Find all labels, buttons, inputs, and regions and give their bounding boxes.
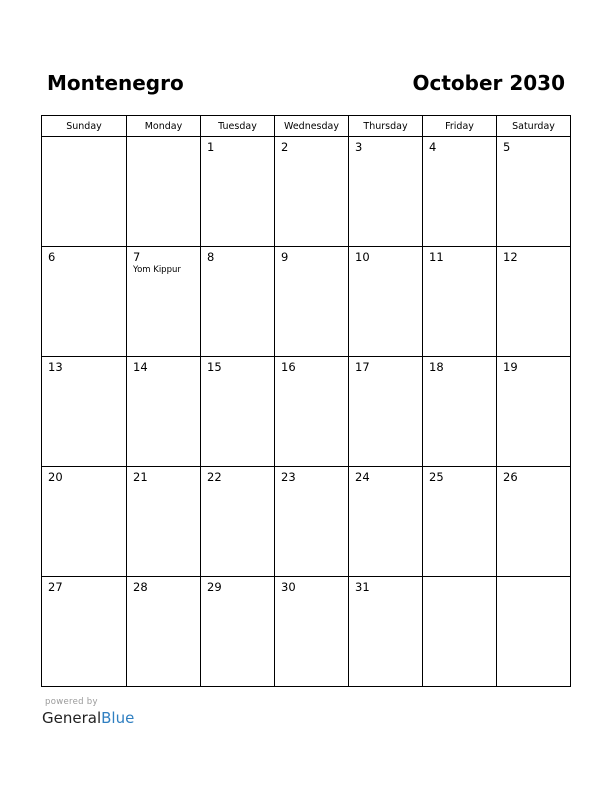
weekday-monday: Monday (127, 116, 201, 137)
day-cell (275, 247, 349, 357)
day-cell (201, 137, 275, 247)
day-cell (42, 247, 127, 357)
calendar-grid (41, 115, 571, 687)
day-number: 1 (207, 140, 215, 154)
day-number: 2 (281, 140, 289, 154)
day-cell (349, 467, 423, 577)
day-number: 4 (429, 140, 437, 154)
day-number (42, 137, 126, 140)
weekday-thursday: Thursday (349, 116, 423, 137)
day-cell (201, 577, 275, 687)
day-number: 5 (503, 140, 511, 154)
day-number: 20 (48, 470, 63, 484)
month-year-title: October 2030 (412, 71, 565, 95)
day-cell (275, 357, 349, 467)
day-cell (127, 247, 201, 357)
day-cell (201, 247, 275, 357)
day-number: 27 (48, 580, 63, 594)
day-cell (42, 577, 127, 687)
day-number: 13 (48, 360, 63, 374)
day-cell (275, 467, 349, 577)
day-number: 15 (207, 360, 222, 374)
day-number: 16 (281, 360, 296, 374)
day-cell (349, 357, 423, 467)
brand-general-text: General (42, 709, 102, 727)
day-number: 7 (133, 250, 141, 264)
day-number: 18 (429, 360, 444, 374)
country-title: Montenegro (47, 71, 184, 95)
day-cell (201, 467, 275, 577)
day-cell (349, 137, 423, 247)
day-number: 3 (355, 140, 363, 154)
powered-by-label: powered by (45, 697, 98, 707)
day-number: 9 (281, 250, 289, 264)
day-number: 22 (207, 470, 222, 484)
day-cell (423, 357, 497, 467)
day-number (127, 137, 200, 140)
day-number: 14 (133, 360, 148, 374)
day-cell (42, 137, 127, 247)
week-row (42, 247, 571, 357)
weekday-wednesday: Wednesday (275, 116, 349, 137)
weekday-sunday: Sunday (42, 116, 127, 137)
weekday-saturday: Saturday (497, 116, 571, 137)
day-cell (497, 247, 571, 357)
day-cell (127, 577, 201, 687)
day-number (423, 577, 496, 580)
day-number: 17 (355, 360, 370, 374)
day-cell (349, 247, 423, 357)
week-row (42, 137, 571, 247)
day-cell (127, 137, 201, 247)
day-number: 11 (429, 250, 444, 264)
day-number: 21 (133, 470, 148, 484)
day-number (497, 577, 570, 580)
day-cell (275, 137, 349, 247)
day-cell (423, 137, 497, 247)
day-cell (42, 357, 127, 467)
day-cell (423, 467, 497, 577)
week-row (42, 467, 571, 577)
day-cell (275, 577, 349, 687)
day-cell (349, 577, 423, 687)
day-number: 29 (207, 580, 222, 594)
day-number: 30 (281, 580, 296, 594)
day-cell (42, 467, 127, 577)
day-number: 6 (48, 250, 56, 264)
day-cell (423, 247, 497, 357)
weekday-friday: Friday (423, 116, 497, 137)
day-number: 12 (503, 250, 518, 264)
holiday-label: Yom Kippur (133, 265, 181, 275)
day-cell (497, 357, 571, 467)
week-row (42, 357, 571, 467)
day-number: 31 (355, 580, 370, 594)
day-number: 24 (355, 470, 370, 484)
day-number: 28 (133, 580, 148, 594)
day-number: 8 (207, 250, 215, 264)
weekday-tuesday: Tuesday (201, 116, 275, 137)
day-cell (497, 577, 571, 687)
week-row (42, 577, 571, 687)
day-cell (127, 467, 201, 577)
day-cell (127, 357, 201, 467)
day-cell (497, 137, 571, 247)
brand-logo[interactable] (42, 709, 134, 727)
day-cell (201, 357, 275, 467)
day-number: 23 (281, 470, 296, 484)
weekday-header-row (42, 116, 571, 137)
day-cell (423, 577, 497, 687)
day-number: 25 (429, 470, 444, 484)
day-number: 19 (503, 360, 518, 374)
day-number: 10 (355, 250, 370, 264)
brand-blue-text: Blue (101, 709, 135, 727)
day-cell (497, 467, 571, 577)
day-number: 26 (503, 470, 518, 484)
